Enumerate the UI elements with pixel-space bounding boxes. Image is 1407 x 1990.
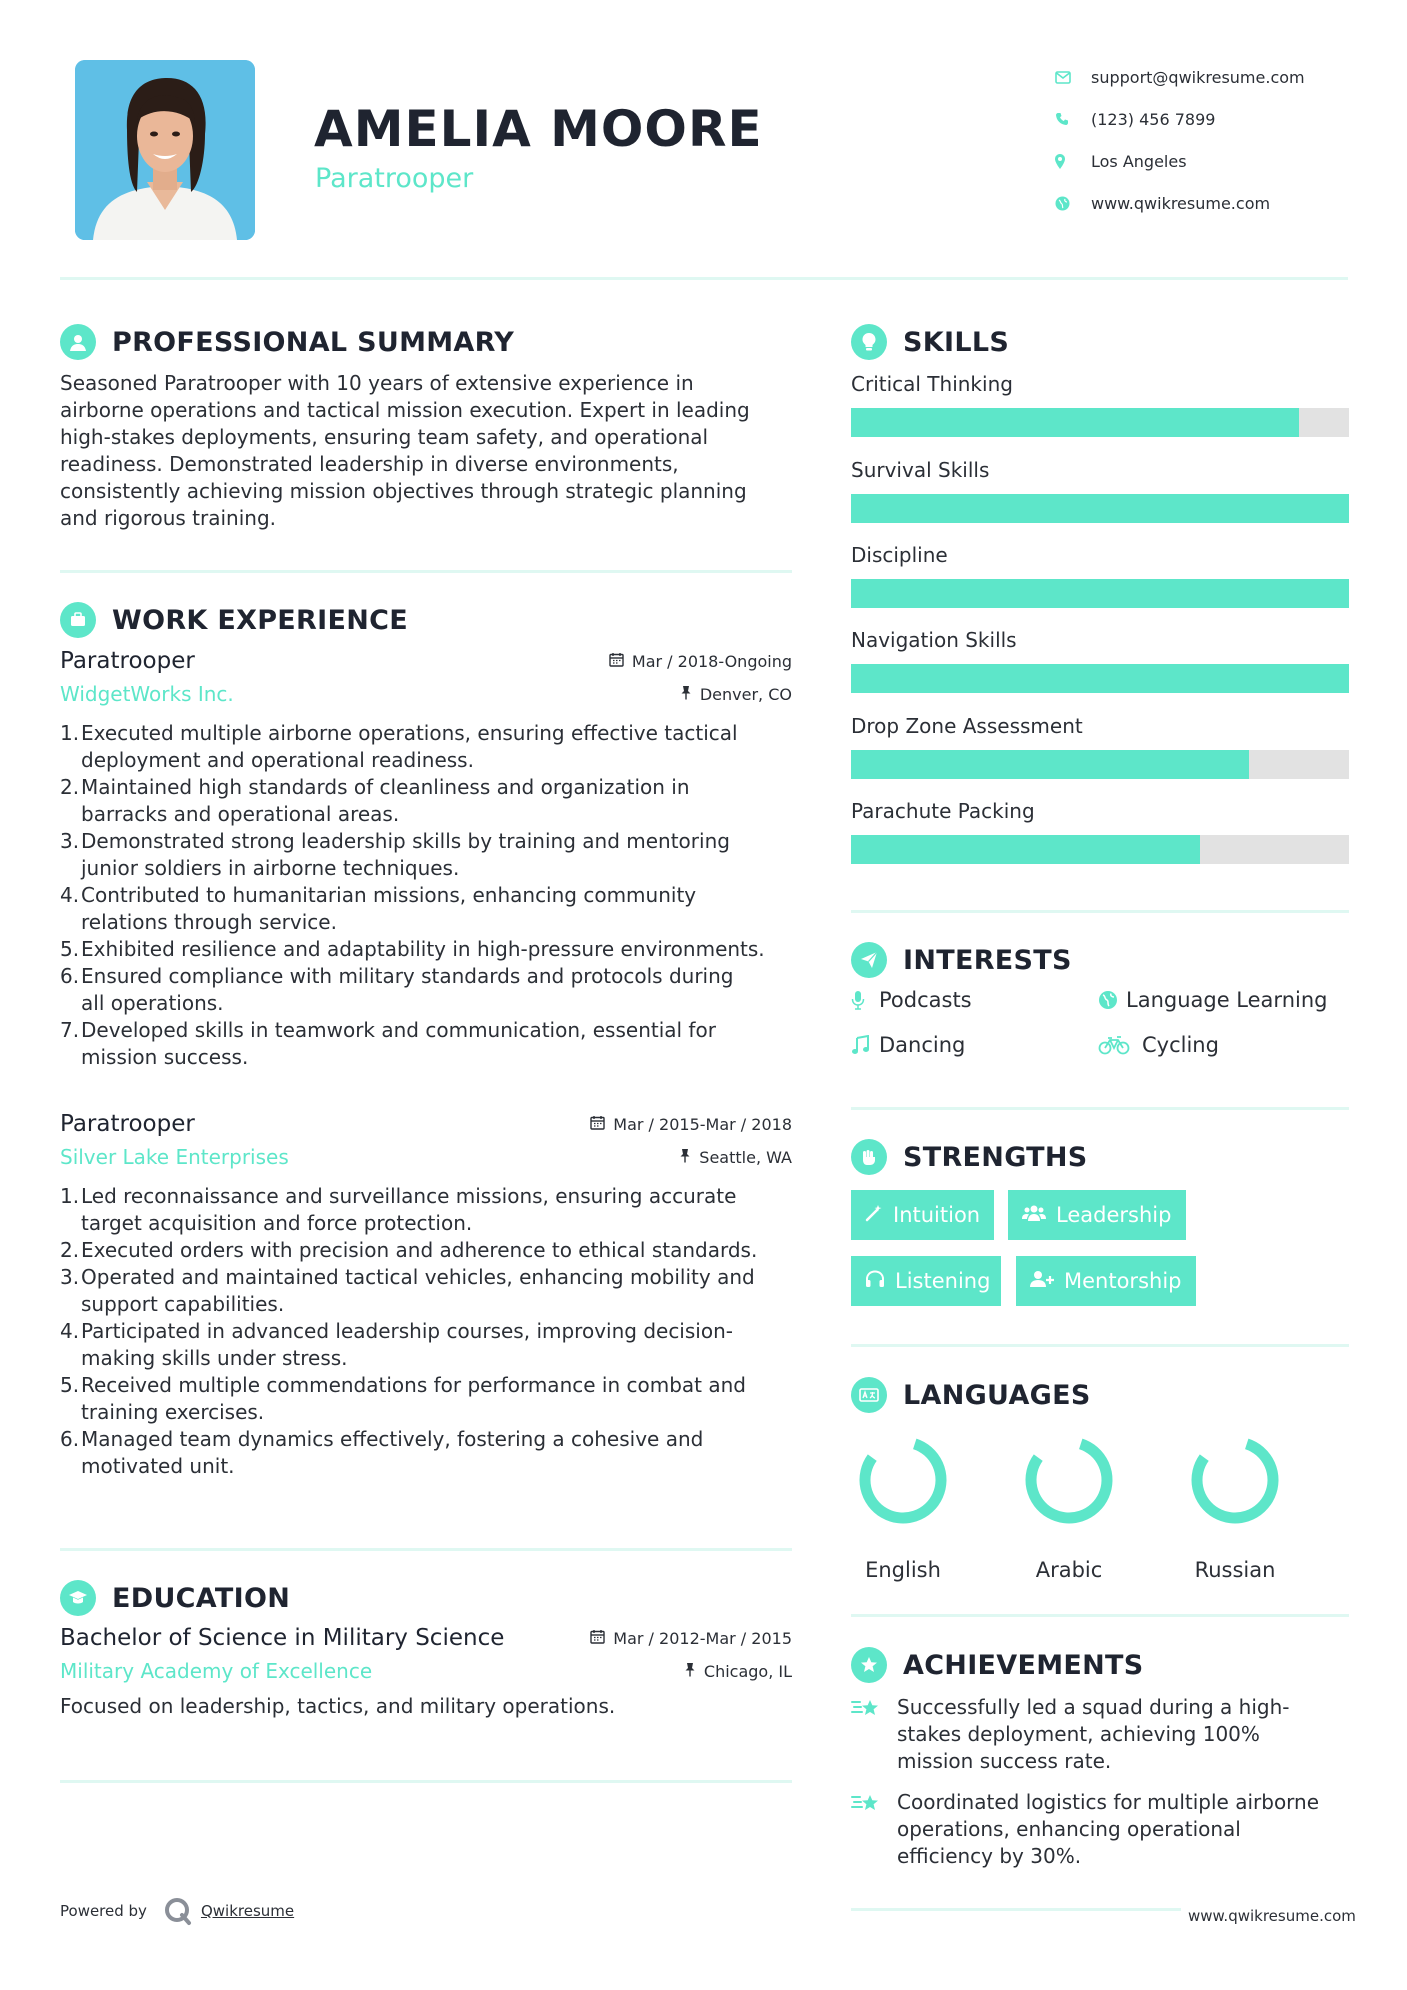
calendar-icon [609,652,624,671]
summary-line: consistently achieving mission objectives through strategic planning [60,479,747,503]
achievement-line: efficiency by 30%. [897,1844,1082,1868]
job-company: WidgetWorks Inc. [60,682,234,706]
bicycle-icon [1098,1035,1142,1055]
location-icon [1055,154,1091,169]
summary-line: high-stakes deployments, ensuring team safety, and operational [60,425,709,449]
languages-divider [851,1614,1349,1617]
education-description: Focused on leadership, tactics, and military operations. [60,1694,616,1718]
summary-text [60,370,792,532]
education-location [684,1662,792,1681]
interests-title: INTERESTS [903,944,1072,976]
summary-title: PROFESSIONAL SUMMARY [112,326,515,358]
skill-name: Drop Zone Assessment [851,714,1083,738]
list-item: 5. Received multiple commendations for performance in combat and training exercises. [60,1373,746,1424]
strength-tag [1008,1190,1186,1240]
shooting-star-icon [851,1694,897,1775]
interest-item [1098,988,1327,1012]
job-location-text: Denver, CO [699,684,792,704]
interests-heading [851,940,1349,980]
achievement-item [851,1694,1351,1775]
star-badge-icon [851,1647,887,1683]
summary-line: Seasoned Paratrooper with 10 years of extensive experience in [60,371,694,395]
skill-item [851,714,1349,738]
language-name: English [865,1558,941,1582]
user-icon [60,324,96,360]
skill-name: Survival Skills [851,458,990,482]
language-item [1009,1430,1129,1582]
education-heading [60,1578,792,1618]
list-item: 2. Maintained high standards of cleanliness and organization in barracks and operational areas. [60,775,690,826]
skill-bar [851,494,1349,523]
skill-bar-fill [851,408,1299,437]
job-location [679,1148,792,1167]
interest-item [851,1033,965,1057]
job-title: Paratrooper [60,1111,195,1137]
pushpin-icon [679,1148,691,1167]
language-name: Arabic [1035,1558,1103,1582]
contact-phone[interactable] [1055,98,1305,140]
strength-label: Mentorship [1064,1269,1182,1293]
skill-bar [851,835,1349,864]
job-company: Silver Lake Enterprises [60,1145,289,1169]
skill-item [851,799,1349,823]
languages-heading [851,1375,1349,1415]
skill-bar [851,579,1349,608]
summary-section [60,322,792,532]
strengths-divider [851,1344,1349,1347]
summary-heading [60,322,792,362]
music-note-icon [851,1035,879,1055]
job-entry [60,648,792,1071]
job-location-text: Seattle, WA [699,1147,792,1167]
pushpin-icon [684,1662,696,1681]
work-heading [60,600,792,640]
magic-wand-icon [865,1203,883,1227]
achievement-line: stakes deployment, achieving 100% [897,1722,1260,1746]
qwikresume-logo-icon [163,1896,193,1926]
skill-bar [851,408,1349,437]
achievement-line: Successfully led a squad during a high- [897,1695,1290,1719]
job-entry [60,1111,792,1480]
shooting-star-icon [851,1789,897,1870]
contact-location [1055,140,1305,182]
job-duties [60,1183,792,1480]
interests-divider [851,1107,1349,1110]
list-item: 4. Contributed to humanitarian missions, enhancing community relations through service. [60,883,697,934]
strength-tag [1016,1256,1196,1306]
powered-by [60,1896,294,1926]
education-title: EDUCATION [112,1582,291,1614]
education-entry [60,1625,792,1720]
microphone-icon [851,990,879,1010]
achievements-title: ACHIEVEMENTS [903,1649,1144,1681]
achievements-heading [851,1645,1349,1685]
achievement-line: mission success rate. [897,1749,1112,1773]
interest-item [851,988,972,1012]
strength-tag [851,1190,994,1240]
language-card-icon [851,1377,887,1413]
skills-heading [851,322,1349,362]
list-item: 6. Ensured compliance with military standards and protocols during all operations. [60,964,734,1015]
powered-by-text: Powered by [60,1902,147,1920]
briefcase-icon [60,602,96,638]
calendar-icon [590,1115,605,1134]
contact-website[interactable] [1055,182,1305,224]
language-ring [853,1430,953,1530]
skills-divider [851,910,1349,913]
job-date-text: Mar / 2015-Mar / 2018 [613,1114,792,1134]
list-item: 3. Operated and maintained tactical vehicles, enhancing mobility and support capabilities. [60,1265,755,1316]
list-item: 2. Executed orders with precision and adherence to ethical standards. [60,1238,758,1262]
skill-name: Parachute Packing [851,799,1035,823]
list-item: 1. Led reconnaissance and surveillance missions, ensuring accurate target acquisition and force protection. [60,1184,737,1235]
skill-name: Critical Thinking [851,372,1013,396]
skill-item [851,372,1349,396]
strength-label: Listening [895,1269,991,1293]
contact-list [1055,56,1305,224]
list-item: 1. Executed multiple airborne operations, ensuring effective tactical deployment and operational readiness. [60,721,738,772]
skill-bar-fill [851,835,1200,864]
header-divider [60,277,1348,280]
skill-name: Discipline [851,543,948,567]
strengths-title: STRENGTHS [903,1141,1088,1173]
contact-email[interactable] [1055,56,1305,98]
job-date [609,652,792,671]
users-icon [1022,1203,1046,1227]
qwikresume-link[interactable]: Qwikresume [200,1902,295,1920]
work-divider [60,1548,792,1551]
email-icon [1055,71,1091,84]
skill-bar [851,750,1349,779]
language-item [843,1430,963,1582]
list-item: 6. Managed team dynamics effectively, fostering a cohesive and motivated unit. [60,1427,704,1478]
achievement-line: Coordinated logistics for multiple airborne [897,1790,1320,1814]
summary-line: and rigorous training. [60,506,277,530]
language-item [1175,1430,1295,1582]
contact-location-text: Los Angeles [1091,151,1187,171]
language-ring-arc [1197,1444,1273,1518]
skill-name: Navigation Skills [851,628,1017,652]
footer-website[interactable]: www.qwikresume.com [1188,1907,1356,1925]
strength-label: Intuition [893,1203,981,1227]
skill-bar-fill [851,494,1349,523]
interest-label: Cycling [1142,1033,1219,1057]
education-date-text: Mar / 2012-Mar / 2015 [613,1628,792,1648]
list-item: 7. Developed skills in teamwork and communication, essential for mission success. [60,1018,716,1069]
phone-icon [1055,112,1091,126]
contact-email-text: support@qwikresume.com [1091,67,1305,87]
languages-title: LANGUAGES [903,1379,1091,1411]
achievement-line: operations, enhancing operational [897,1817,1241,1841]
job-duties [60,720,792,1071]
lightbulb-icon [851,324,887,360]
summary-line: readiness. Demonstrated leadership in diverse environments, [60,452,679,476]
interest-item [1098,1033,1219,1057]
skill-bar [851,664,1349,693]
user-plus-icon [1030,1269,1054,1293]
strength-tag [851,1256,1001,1306]
footer-divider [851,1908,1181,1911]
interest-label: Dancing [879,1033,966,1057]
interest-label: Language Learning [1126,988,1328,1012]
skill-bar-fill [851,579,1349,608]
strength-label: Leadership [1056,1203,1172,1227]
calendar-icon [590,1629,605,1648]
achievement-item [851,1789,1351,1870]
summary-divider [60,570,792,573]
skill-item [851,458,1349,482]
globe-icon [1098,990,1126,1010]
graduation-cap-icon [60,1580,96,1616]
job-title: Paratrooper [60,648,195,674]
language-ring-arc [1031,1444,1107,1518]
globe-icon [1055,196,1091,211]
school-name: Military Academy of Excellence [60,1659,373,1683]
job-location [680,685,792,704]
language-ring [1185,1430,1285,1530]
list-item: 5. Exhibited resilience and adaptability in high-pressure environments. [60,937,765,961]
degree-title: Bachelor of Science in Military Science [60,1625,505,1651]
education-location-text: Chicago, IL [703,1661,792,1681]
candidate-role: Paratrooper [315,163,474,194]
skill-item [851,628,1349,652]
headphones-icon [865,1269,885,1293]
fist-icon [851,1139,887,1175]
education-date [590,1629,792,1648]
list-item: 3. Demonstrated strong leadership skills by training and mentoring junior soldiers in airborne techniques. [60,829,730,880]
education-divider [60,1780,792,1783]
work-title: WORK EXPERIENCE [112,604,408,636]
contact-phone-text: (123) 456 7899 [1091,109,1216,129]
contact-website-text: www.qwikresume.com [1091,193,1271,213]
paper-plane-icon [851,942,887,978]
candidate-name: AMELIA MOORE [314,100,763,158]
job-date [590,1115,792,1134]
list-item: 4. Participated in advanced leadership courses, improving decision- making skills under stress. [60,1319,733,1370]
language-name: Russian [1194,1558,1276,1582]
profile-photo [75,60,255,240]
skill-item [851,543,1349,567]
strengths-heading [851,1137,1349,1177]
job-date-text: Mar / 2018-Ongoing [631,651,792,671]
language-ring-arc [865,1444,941,1518]
skills-title: SKILLS [903,326,1010,358]
skill-bar-fill [851,664,1349,693]
avatar-illustration [75,60,255,240]
summary-line: airborne operations and tactical mission execution. Expert in leading [60,398,750,422]
language-ring [1019,1430,1119,1530]
skill-bar-fill [851,750,1249,779]
pushpin-icon [680,685,692,704]
interest-label: Podcasts [879,988,972,1012]
